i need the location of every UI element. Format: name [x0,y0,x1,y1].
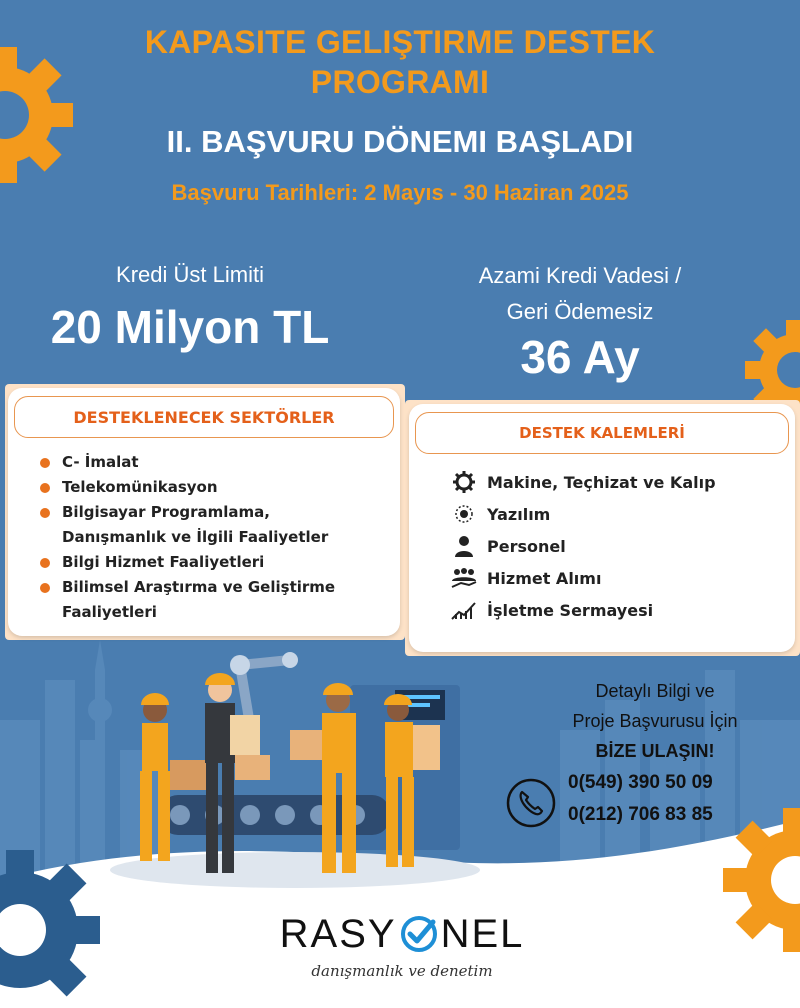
people-service-icon [451,565,477,591]
software-icon [451,501,477,527]
credit-limit-label: Kredi Üst Limiti [116,262,264,287]
sectors-list [40,450,390,625]
gear-icon [451,469,477,495]
sector-item: Telekomünikasyon [40,475,390,500]
brand-logo [279,912,525,992]
credit-limit-value: 20 Milyon TL [50,301,330,353]
person-icon [451,533,477,559]
program-title-line2: PROGRAMI [310,64,490,100]
credit-term-label-line2: Geri Ödemesiz [506,299,654,324]
support-item: İşletme Sermayesi [451,594,716,626]
phone-number-office[interactable]: 0(212) 706 83 85 [568,804,713,825]
brand-name-left: RASY [279,912,397,956]
phone-icon [506,778,556,828]
contact-line2: Proje Başvurusu İçin [572,711,738,731]
program-title-line1: KAPASITE GELIŞTIRME DESTEK [144,24,656,60]
sector-item: Bilgisayar Programlama, Danışmanlık ve İlgili Faaliyetler [40,500,390,550]
support-card-title: DESTEK KALEMLERİ [415,412,789,454]
program-title [0,22,800,102]
gear-bottom-right-icon [715,800,800,960]
contact-line1: Detaylı Bilgi ve [595,681,715,701]
brand-name-right: NEL [440,912,525,956]
support-item: Yazılım [451,498,716,530]
workers-illustration [100,645,480,890]
brand-tagline: danışmanlık ve denetim [311,962,493,980]
bullet-icon [40,458,50,468]
application-dates: Başvuru Tarihleri: 2 Mayıs - 30 Haziran 2025 [171,180,629,205]
support-list [451,466,716,626]
sectors-card [8,388,400,636]
contact-cta: BİZE ULAŞIN! [595,741,715,761]
sector-item: Bilimsel Araştırma ve Geliştirme Faaliyetleri [40,575,390,625]
sector-item: C- İmalat [40,450,390,475]
support-item: Personel [451,530,716,562]
growth-chart-icon [451,597,477,623]
bullet-icon [40,483,50,493]
worker-figure [140,693,210,861]
brand-check-icon [399,914,439,954]
support-item: Hizmet Alımı [451,562,716,594]
support-card [409,404,795,652]
bullet-icon [40,583,50,593]
application-period-heading: II. BAŞVURU DÖNEMI BAŞLADI [166,124,634,159]
bullet-icon [40,508,50,518]
credit-term-label [430,258,730,330]
credit-term-value: 36 Ay [520,331,640,383]
sectors-card-title: DESTEKLENECEK SEKTÖRLER [14,396,394,438]
contact-block [520,676,790,766]
gear-bottom-left-icon [0,830,110,1008]
support-item: Makine, Teçhizat ve Kalıp [451,466,716,498]
credit-term-label-line1: Azami Kredi Vadesi / [478,263,682,288]
sector-item: Bilgi Hizmet Faaliyetleri [40,550,390,575]
phone-number-mobile[interactable]: 0(549) 390 50 09 [568,772,713,793]
bullet-icon [40,558,50,568]
